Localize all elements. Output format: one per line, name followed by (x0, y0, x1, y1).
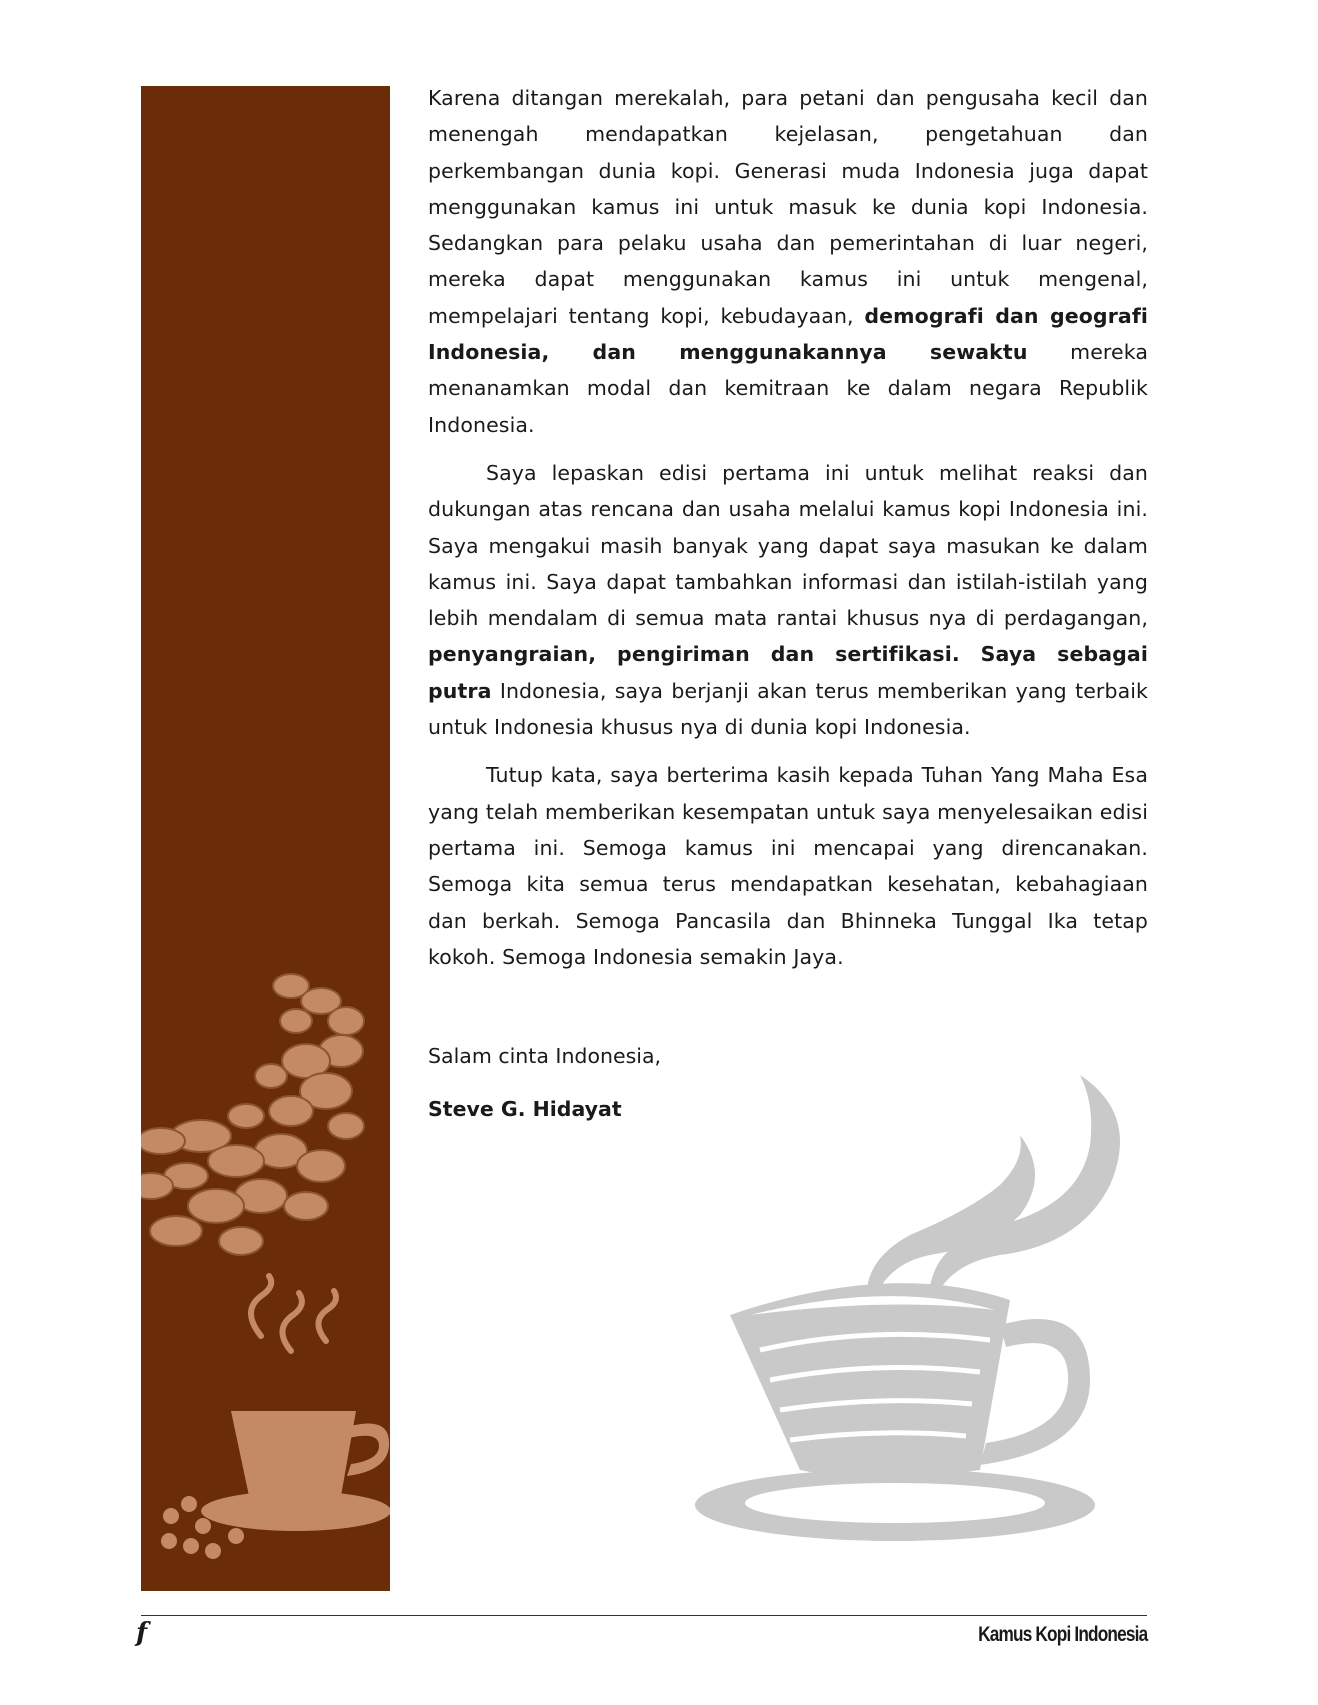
paragraph-2-text: Saya lepaskan edisi pertama ini untuk melihat reaksi dan dukungan atas rencana dan usaha melalui kamus kopi Indonesia ini. Saya mengakui masih banyak yang dapat saya masukan ke dalam kamus ini. Saya dapat tambahkan informasi dan istilah-istilah yang lebih mendalam di semua mata rantai khusus nya di perdagangan, (428, 460, 1148, 631)
page-marker: f (136, 1618, 148, 1648)
paragraph-1-text: Karena ditangan merekalah, para petani dan pengusaha kecil dan menengah mendapatkan kejelasan, pengetahuan dan perkembangan dunia kopi. Generasi muda Indonesia juga dapat menggunakan kamus ini untuk masuk ke dunia kopi Indonesia. Sedangkan para pelaku usaha dan pemerintahan di luar negeri, mereka dapat menggunakan kamus ini untuk mengenal, mempelajari tentang kopi, kebudayaan, (428, 86, 1148, 328)
paragraph-3: Tutup kata, saya berterima kasih kepada Tuhan Yang Maha Esa yang telah memberikan kesempatan untuk saya menyelesaikan edisi pertama ini. Semoga kamus ini mencapai yang direncanakan. Semoga kita semua terus mendapatkan kesehatan, kebahagiaan dan berkah. Semoga Pancasila dan Bhinneka Tunggal Ika tetap kokoh. Semoga Indonesia semakin Jaya. (428, 763, 1148, 969)
footer-title: Kamus Kopi Indonesia (977, 1623, 1147, 1646)
paragraph-1-bold: demografi dan geografi Indonesia, dan menggunakannya sewaktu (428, 303, 1148, 365)
paragraph-2 (428, 455, 1148, 745)
body-text (428, 80, 1148, 987)
paragraph-1 (428, 80, 1148, 443)
paragraph-2-bold: penyangraian, pengiriman dan sertifikasi. Saya sebagai putra (428, 642, 1148, 703)
steaming-coffee-cup-icon (690, 1075, 1160, 1545)
footer-divider (141, 1615, 1147, 1616)
decorative-sidebar (141, 86, 390, 1591)
paragraph-2-text-end: Indonesia, saya berjanji akan terus memberikan yang terbaik untuk Indonesia khusus nya di dunia kopi Indonesia. (428, 678, 1148, 740)
signature: Steve G. Hidayat (428, 1097, 622, 1121)
coffee-beans-icon (141, 86, 390, 1591)
closing-greeting: Salam cinta Indonesia, (428, 1044, 662, 1068)
paragraph-1-text-end: mereka menanamkan modal dan kemitraan ke dalam negara Republik Indonesia. (428, 340, 1148, 437)
coffee-cup-icon (251, 1276, 336, 1351)
